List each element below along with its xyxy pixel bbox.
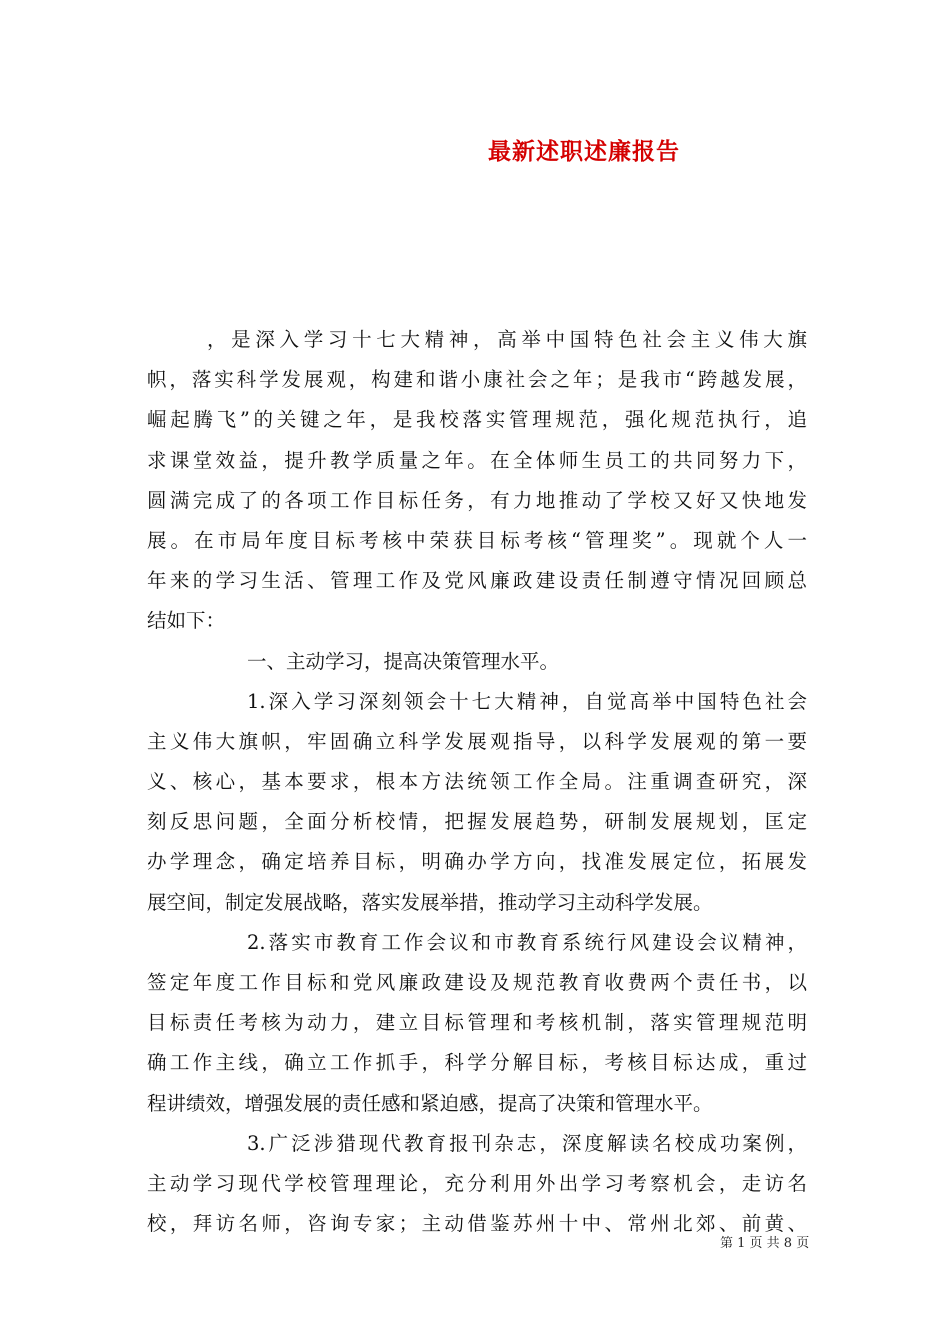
text-line: 目标责任考核为动力，建立目标管理和考核机制，落实管理规范明 xyxy=(147,1011,807,1035)
text-line: 展。在市局年度目标考核中荣获目标考核“管理奖”。现就个人一 xyxy=(147,528,807,552)
text-line: 3.广泛涉猎现代教育报刊杂志，深度解读名校成功案例， xyxy=(247,1131,807,1155)
text-line: 结如下： xyxy=(147,609,226,633)
document-title: 最新述职述廉报告 xyxy=(488,138,680,165)
text-line: 1.深入学习深刻领会十七大精神，自觉高举中国特色社会 xyxy=(247,689,807,713)
text-line: 义、核心，基本要求，根本方法统领工作全局。注重调查研究，深 xyxy=(147,770,807,794)
text-line: 圆满完成了的各项工作目标任务，有力地推动了学校又好又快地发 xyxy=(147,488,807,512)
text-line: 展空间，制定发展战略，落实发展举措，推动学习主动科学发展。 xyxy=(147,890,713,914)
text-line: 确工作主线，确立工作抓手，科学分解目标，考核目标达成，重过 xyxy=(147,1051,807,1075)
document-body xyxy=(147,320,807,1244)
text-line: 主义伟大旗帜，牢固确立科学发展观指导，以科学发展观的第一要 xyxy=(147,729,807,753)
text-line: 求课堂效益，提升教学质量之年。在全体师生员工的共同努力下， xyxy=(147,448,807,472)
text-line: 办学理念，确定培养目标，明确办学方向，找准发展定位，拓展发 xyxy=(147,850,807,874)
text-line: 年来的学习生活、管理工作及党风廉政建设责任制遵守情况回顾总 xyxy=(147,569,807,593)
text-line: 校，拜访名师，咨询专家；主动借鉴苏州十中、常州北郊、前黄、 xyxy=(147,1212,807,1236)
text-line: 崛起腾飞”的关键之年，是我校落实管理规范，强化规范执行，追 xyxy=(147,408,807,432)
text-line: 签定年度工作目标和党风廉政建设及规范教育收费两个责任书，以 xyxy=(147,971,807,994)
section-heading: 一、主动学习，提高决策管理水平。 xyxy=(247,649,560,673)
text-line: 主动学习现代学校管理理论，充分利用外出学习考察机会，走访名 xyxy=(147,1171,807,1195)
text-line: 刻反思问题，全面分析校情，把握发展趋势，研制发展规划，匡定 xyxy=(147,810,807,834)
page-footer: 第 1 页 共 8 页 xyxy=(720,1236,810,1251)
text-line: 帜，落实科学发展观，构建和谐小康社会之年；是我市“跨越发展， xyxy=(147,368,807,392)
text-line: 程讲绩效，增强发展的责任感和紧迫感，提高了决策和管理水平。 xyxy=(147,1091,713,1115)
text-line: 2.落实市教育工作会议和市教育系统行风建设会议精神， xyxy=(247,930,807,954)
text-line: ，是深入学习十七大精神，高举中国特色社会主义伟大旗 xyxy=(207,328,807,351)
